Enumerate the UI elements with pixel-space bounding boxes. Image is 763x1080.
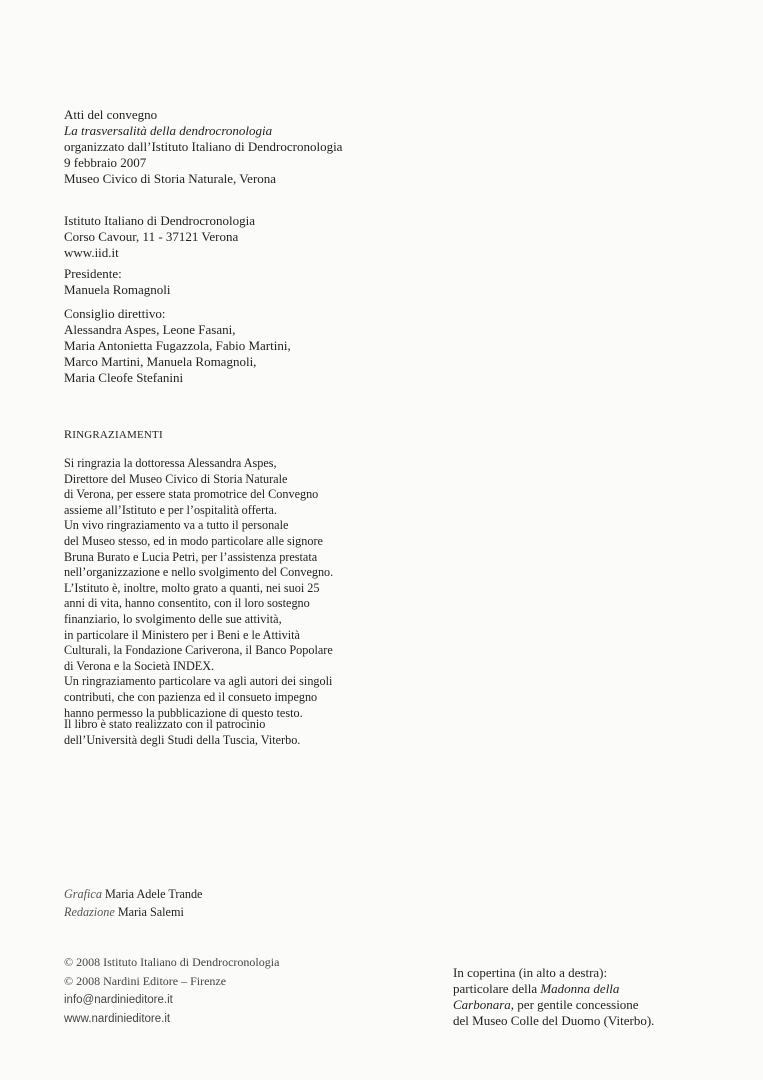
cover-text: per gentile concessione	[514, 997, 639, 1012]
cover-line	[453, 981, 654, 997]
conference-organizer: organizzato dall’Istituto Italiano di Dendrocronologia	[64, 139, 343, 154]
credit-role: Grafica	[64, 887, 102, 901]
ack-line: di Verona e la Società INDEX.	[64, 658, 215, 673]
board-info	[64, 306, 291, 386]
publisher-email: info@nardinieditore.it	[64, 994, 173, 1006]
ack-line: del Museo stesso, ed in modo particolare alle signore	[64, 533, 323, 548]
conference-venue: Museo Civico di Storia Naturale, Verona	[64, 171, 277, 186]
ack-line: in particolare il Ministero per i Beni e le Attività	[64, 627, 300, 642]
institute-address: Corso Cavour, 11 - 37121 Verona	[64, 229, 239, 244]
credit-person: Maria Adele Trande	[104, 887, 203, 901]
ack-line: Bruna Burato e Lucia Petri, per l’assistenza prestata	[64, 549, 318, 564]
cover-caption	[453, 965, 654, 1029]
conference-label: Atti del convegno	[64, 107, 158, 122]
conference-info	[64, 107, 342, 187]
institute-info	[64, 213, 255, 261]
credit-person: Maria Salemi	[117, 905, 184, 919]
heading-initial: R	[64, 427, 73, 441]
board-line: Marco Martini, Manuela Romagnoli,	[64, 354, 257, 369]
president-info	[64, 266, 171, 298]
board-label: Consiglio direttivo:	[64, 306, 166, 321]
ack-line: nell’organizzazione e nello svolgimento del Convegno.	[64, 565, 334, 580]
board-line: Maria Cleofe Stefanini	[64, 370, 184, 385]
institute-name: Istituto Italiano di Dendrocronologia	[64, 213, 255, 228]
cover-artwork-title: Madonna della	[540, 981, 620, 996]
ack-line: Un vivo ringraziamento va a tutto il personale	[64, 518, 289, 533]
cover-artwork-title: Carbonara,	[453, 997, 515, 1012]
credits	[64, 885, 202, 921]
conference-date: 9 febbraio 2007	[64, 155, 147, 170]
institute-web: www.iid.it	[64, 245, 119, 260]
ack-line: Si ringrazia la dottoressa Alessandra Aspes,	[64, 456, 277, 470]
credit-redazione	[64, 903, 202, 921]
board-line: Maria Antonietta Fugazzola, Fabio Martini,	[64, 338, 291, 353]
cover-line: del Museo Colle del Duomo (Viterbo).	[453, 1013, 655, 1028]
ack-line: Culturali, la Fondazione Cariverona, il Banco Popolare	[64, 643, 333, 658]
patronage-line: Il libro è stato realizzato con il patrocinio	[64, 717, 266, 731]
acknowledgements-text	[64, 456, 333, 721]
cover-line	[453, 997, 654, 1013]
ack-line: L’Istituto è, inoltre, molto grato a quanti, nei suoi 25	[64, 580, 320, 595]
copyright-line: © 2008 Nardini Editore – Firenze	[64, 974, 227, 988]
ack-line: contributi, che con pazienza ed il consueto impegno	[64, 689, 318, 704]
ack-line: Un ringraziamento particolare va agli autori dei singoli	[64, 674, 333, 689]
ack-line: di Verona, per essere stata promotrice del Convegno	[64, 487, 319, 502]
cover-text: particolare della	[453, 981, 541, 996]
publisher-web: www.nardinieditore.it	[64, 1013, 171, 1025]
ack-line: Direttore del Museo Civico di Storia Naturale	[64, 471, 288, 486]
cover-line: In copertina (in alto a destra):	[453, 965, 608, 980]
conference-title: La trasversalità della dendrocronologia	[64, 123, 273, 138]
patronage-text	[64, 717, 300, 748]
ack-line: anni di vita, hanno consentito, con il loro sostegno	[64, 596, 310, 611]
copyright-line: © 2008 Istituto Italiano di Dendrocronologia	[64, 955, 280, 969]
credit-grafica	[64, 885, 202, 903]
board-line: Alessandra Aspes, Leone Fasani,	[64, 322, 236, 337]
president-label: Presidente:	[64, 266, 122, 281]
heading-rest: INGRAZIAMENTI	[72, 429, 163, 441]
copyright-block	[64, 953, 279, 1029]
acknowledgements-heading	[64, 427, 163, 442]
ack-line: assieme all’Istituto e per l’ospitalità offerta.	[64, 502, 277, 517]
patronage-line: dell’Università degli Studi della Tuscia, Viterbo.	[64, 732, 301, 747]
ack-line: finanziario, lo svolgimento delle sue attività,	[64, 611, 282, 626]
president-name: Manuela Romagnoli	[64, 282, 171, 297]
credit-role: Redazione	[64, 905, 115, 919]
ack-line: hanno permesso la pubblicazione di questo testo.	[64, 705, 303, 720]
